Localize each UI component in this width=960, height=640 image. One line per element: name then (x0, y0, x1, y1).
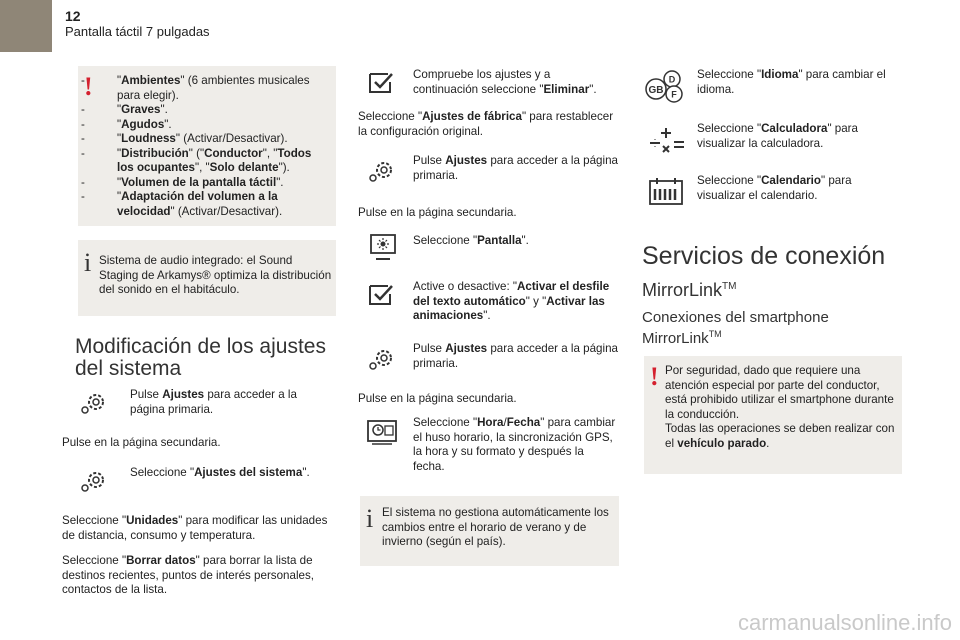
language-text: Seleccione "Idioma" para cambiar el idioma. (697, 68, 886, 96)
sound-option-item: - "Agudos". (81, 117, 172, 131)
list-dash: - (81, 146, 85, 160)
list-dash: - (81, 103, 85, 116)
calendar-icon (648, 176, 684, 206)
checkbox-tick-icon (368, 282, 396, 308)
system-settings-heading: Modificación de los ajustes del sistema (75, 335, 326, 380)
option-name: Volumen de la pantalla táctil (121, 175, 277, 189)
sound-options-list (81, 74, 331, 219)
settings-gear-icon (80, 466, 108, 494)
secondary-page-text-2: Pulse en la página secundaria. (358, 206, 517, 219)
option-name: Todos los ocupantes (117, 146, 312, 174)
watermark: carmanualsonline.info (737, 610, 952, 635)
language-icon-label: F (671, 89, 677, 100)
screen-brightness-icon (368, 232, 398, 262)
select-screen-text: Seleccione "Pantalla". (413, 234, 529, 247)
option-name: Conductor (204, 146, 263, 160)
language-icon (642, 70, 688, 104)
page-number: 12 (65, 8, 81, 24)
press-settings-text-1: Pulse Ajustes para acceder a la página primaria. (130, 388, 297, 416)
connection-services-heading: Servicios de conexión (642, 242, 886, 270)
sound-option-item: - "Adaptación del volumen a la velocidad" (Activar/Desactivar). (81, 190, 283, 218)
smartphone-connection-heading: Conexiones del smartphone MirrorLink™ (642, 309, 829, 347)
option-name: Distribución (121, 146, 189, 160)
factory-settings-text: Seleccione "Ajustes de fábrica" para restablecer la configuración original. (358, 110, 614, 138)
sound-option-item: - "Distribución" ("Conductor", "Todos los ocupantes", "Solo delante"). (81, 146, 312, 174)
option-name: Ambientes (121, 74, 181, 87)
info-icon: i (366, 504, 374, 533)
press-settings-text-3: Pulse Ajustes para acceder a la página primaria. (413, 342, 618, 370)
list-dash: - (81, 132, 85, 145)
list-dash: - (81, 175, 85, 189)
option-name: Adaptación del volumen a la velocidad (117, 190, 278, 218)
list-dash: - (81, 74, 85, 87)
audio-info-text: Sistema de audio integrado: el Sound Staging de Arkamys® optimiza la distribución del sonido en el habitáculo. (99, 254, 332, 296)
sound-option-item: - "Ambientes" (6 ambientes musicales para elegir). (81, 74, 310, 102)
safety-warning-text: Por seguridad, dado que requiere una atención especial por parte del conductor, está prohibido utilizar el smartphone durante la conducción. Todas las operaciones se deben realizar con el vehículo parado. (665, 364, 895, 450)
option-name: Solo delante (209, 161, 279, 174)
language-icon-label: D (668, 74, 676, 85)
secondary-page-text-1: Pulse en la página secundaria. (62, 436, 221, 449)
calculator-text: Seleccione "Calculadora" para visualizar la calculadora. (697, 122, 858, 150)
sound-option-item: - "Graves". (81, 103, 168, 116)
settings-gear-icon (368, 156, 396, 184)
calculator-icon (648, 126, 686, 156)
page-tab (0, 0, 52, 52)
list-dash: - (81, 190, 85, 203)
erase-data-text: Seleccione "Borrar datos" para borrar la lista de destinos recientes, puntos de interés personales, contactos de la lista. (62, 554, 314, 596)
page-section-title: Pantalla táctil 7 pulgadas (65, 24, 210, 39)
check-delete-text: Compruebe los ajustes y a continuación seleccione "Eliminar". (413, 68, 597, 96)
language-icon-label: GB (648, 85, 664, 96)
option-name: Graves (121, 103, 161, 116)
clock-calendar-icon (366, 418, 400, 446)
option-name: Agudos (121, 117, 165, 131)
checkbox-tick-icon (368, 70, 396, 96)
list-dash: - (81, 117, 85, 131)
info-icon: i (84, 248, 92, 277)
warning-icon: ! (650, 362, 659, 391)
mirrorlink-heading: MirrorLink™ (642, 280, 737, 300)
select-system-settings-text: Seleccione "Ajustes del sistema". (130, 466, 310, 479)
sound-option-item: - "Volumen de la pantalla táctil". (81, 175, 284, 189)
option-name: Loudness (121, 132, 176, 145)
time-date-text: Seleccione "Hora/Fecha" para cambiar el huso horario, la sincronización GPS, la hora y su formato y después la fecha. (413, 416, 616, 473)
time-info-text: El sistema no gestiona automáticamente los cambios entre el horario de verano y de invierno (según el país). (382, 506, 609, 548)
calendar-text: Seleccione "Calendario" para visualizar el calendario. (697, 174, 852, 202)
scroll-animation-text: Active o desactive: "Activar el desfile del texto automático" y "Activar las animaciones". (413, 280, 610, 322)
warning-icon: ! (84, 72, 93, 101)
press-settings-text-2: Pulse Ajustes para acceder a la página primaria. (413, 154, 618, 182)
secondary-page-text-3: Pulse en la página secundaria. (358, 392, 517, 405)
sound-option-item: - "Loudness" (Activar/Desactivar). (81, 132, 288, 145)
settings-gear-icon (80, 388, 108, 416)
settings-gear-icon (368, 344, 396, 372)
units-text: Seleccione "Unidades" para modificar las unidades de distancia, consumo y temperatura. (62, 514, 328, 542)
